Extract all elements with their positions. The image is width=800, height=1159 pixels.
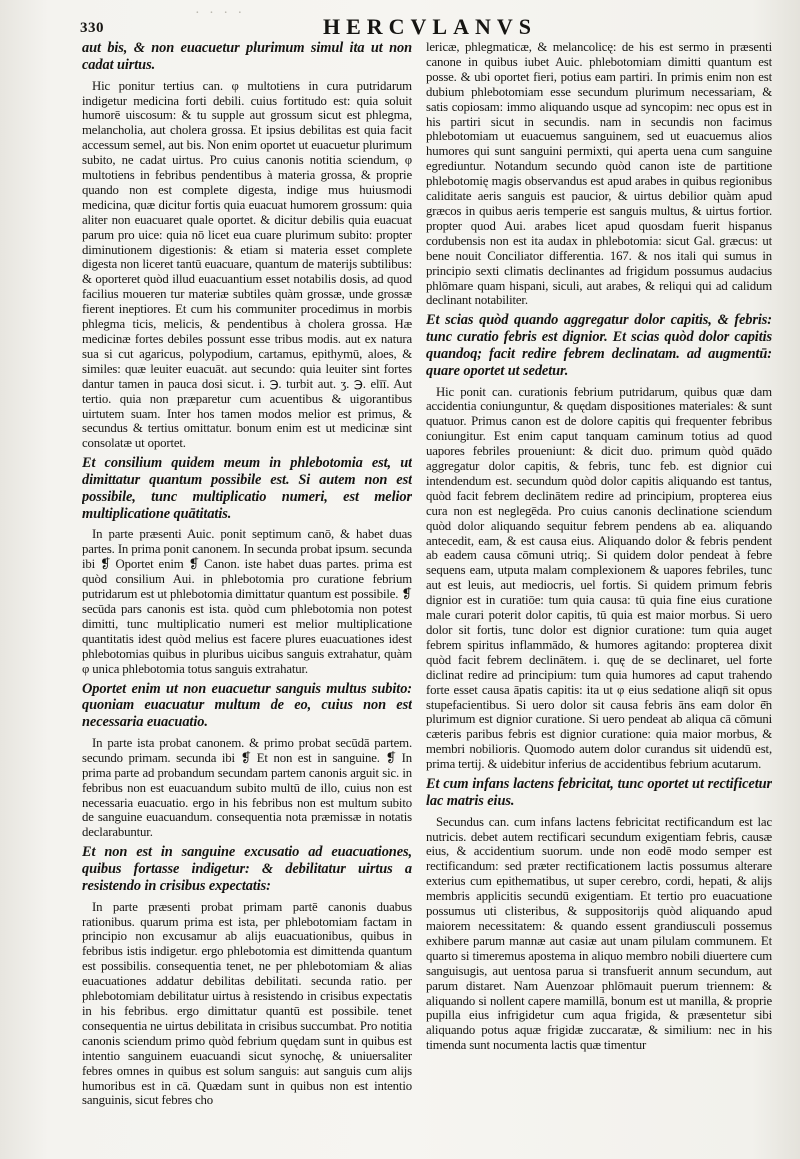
page-number: 330 bbox=[80, 20, 104, 36]
lemma: Oportet enim ut non euacuetur sanguis multus subito: quoniam euacuatur multum de eo, cuius non est necessaria euacuatio. bbox=[82, 680, 412, 731]
commentary-paragraph: Secundus can. cum infans lactens febricitat rectificandum est lac nutricis. debet autem rectificari secundum exigentiam febris, causæ eius, & accidentium suorum. unde non eodē modo semper est rectificandum: sed præter rectificationem lactis possumus alterare exterius cum epithematibus, ut super cerebro, cordi, hepati, & alijs membris applicitis secundū exigentiam. Et tertio pro euacuatione possumus uti clisteribus, & suppositorijs quòd aliquando apud maiorem necessitatem: & quando essent grandiusculi possemus exhibere parum mannæ aut casiæ aut unam pilulam communem. Et quarto si timeremus apostema in aliquo membro nobili diuertere cum sanguisugis, aut uentosa parua si transfuerit annum secundum, aut parum distaret. Nam Auenzoar phlōmauit puerum triennem: & aliquando si nollent capere mamillā, bonum est ut manilla, & proprie pupilla eius infrigidetur cum aqua frigida, & præsentetur sibi aliquando potus aquæ frigidæ zuccaratæ, & similium: nec in his timenda sunt nocumenta lactis quæ timentur bbox=[426, 814, 772, 1053]
right-column bbox=[426, 40, 772, 1150]
commentary-paragraph: lericæ, phlegmaticæ, & melancolicę: de his est sermo in præsenti canone in quibus iubet Auic. phlebotomiam dimitti quantum est posse. & ubi oportet fieri, potius eam partiri. In primis enim non est dubium phlebotomiam esse secundum plurimum necessariam, & satis copiosam: immo aliquando usque ad syncopim: nec opus est in his partiri sicut in secundis. nam in secundis non facimus phlebotomiam ut euacuemus sanguinem, sed ut euacuemus alios humores qui sunt sanguini permixti, qui aperta uena cum sanguine egrediuntur. Notandum secundo quòd canon iste de partitione phlebotomię magis observandus est apud arabes in quibus regionibus caliditate aeris sanguis est paucior, & uirtus debilior quàm apud græcos in quibus aeris temperie est sanguis multus, & uirtus fortior. propter quod Aui. arabes licet apud quosdam fuerit hispanus cordubensis non est ita audax in phlebotomia: sicut Gal. græcus: ut bene nouit Conciliator differentia. 167. & nos itali qui sumus in principio sexti climatis declinantes ad frigidum possumus audacius phlōmare quam hispani, siculi, aut arabes, & reliqui qui ad calidum declinant notabiliter. bbox=[426, 40, 772, 308]
commentary-paragraph: In parte ista probat canonem. & primo probat secūdā partem. secundo primam. secunda ibi ❡ Et non est in sanguine. ❡ In prima parte ad probandum secundam partem canonis arguit sic. in febribus non est euacuandum subito multū de illo, cuius non est necessaria euacuatio. ergo in his febribus non est multum subito de sanguine euacuandum. consequentia nota præmissæ in notatis declarabuntur. bbox=[82, 735, 412, 840]
lemma: aut bis, & non euacuetur plurimum simul ita ut non cadat uirtus. bbox=[82, 40, 412, 73]
commentary-paragraph: In parte præsenti Auic. ponit septimum canō, & habet duas partes. In prima ponit canonem. In secunda probat ipsum. secunda ibi ❡ Oportet enim ❡ Canon. iste habet duas partes. prima est quòd consilium Aui. in phlebotomia pro curatione febrium putridarum est ut phlebotomia dimittatur quantum est possibile. ❡ secūda pars canonis est ista. quòd cum phlebotomia non potest dimitti, tunc multiplicatio numeri est melior multiplicatione quantitatis idest quòd melius est facere plures euacuationes idest phlebotomias quibus in pluribus uicibus sanguis extrahatur, quàm φ unica phlebotomia totus sanguis extrahatur. bbox=[82, 527, 412, 676]
commentary-paragraph: Hic ponit can. curationis febrium putridarum, quibus quæ dam accidentia coniunguntur, & quędam dispositiones materiales: & sunt quatuor. Primus canon est de dolore capitis qui frequenter febribus coniungitur. Est enim caput tanquam caminum totius ad quod uapores febriles proueniunt: & dicit duo. primum quòd quādo aggregatur dolor capitis, & febris, tunc feb. est dignior cui intendendum est. secundum quòd dolor capitis aliquando est tantus, quòd facit febrem declinātem redire ad principium, propterea eius cura non est neglegēda. Pro cuius canonis declinatione sciendum quòd dolor aliquando sequitur febrem pendens ab ea. aliquando antecedit, eam, & est causa eius. Aliquando dolor & febris pendent ab eadem causa cōmuni utriq;. Si quidem dolor pendeat à febre sequens eam, utputa malam complexionem & uapores febriles, tunc aut est leuis, aut mediocris, uel fortis. Si quidem primum febris dignior est in curatiōe: tum quia causa: tū quia fine eius curatione male curari poterit dolor capitis, tū quia est maior morbus. Si uero dolor sit fortis, tunc dolor est dignior curatione: tum quia auget febrem spiritus inflammādo, & humores agitando: propterea dixit quòd facit febrem declinātem. i. quę de se declinaret, uel forte diclinat redire ad principium: tum quia humores ad caput trahendo forte esset causa āpatis capitis: ita ut φ eius sedatione aliqn̄ sit opus stupefacientibus. Si uero dolor sit causa febris āns eam dolor ē̄n plurimum est dignior curatione. Si uero pendeat ab aliqua cā cōmuni cæteris paribus febris est dignior curatione: quia maior morbus, & membri nobilioris. Quomodo autem dolor curandus sit uidendū est, prima tertij. & uidebitur inferius de accidentibus febrium acutarum. bbox=[426, 384, 772, 772]
commentary-paragraph: Hic ponitur tertius can. φ multotiens in cura putridarum indigetur medicina forti debili. cuius fortitudo est: quia soluit humorē uiscosum: & tu supple aut grossum sicut est phlegma, melancholia, aut cholera grossa. Et ipsius debilitas est quia facit accessum semel, aut bis. Non enim oportet ut euacuetur plurimum subito, ne cadat uirtus. Pro cuius canonis notitia sciendum, φ multotiens in febribus pendentibus à materia grossa, & proprie quando non est complete digesta, indige mus huiusmodi medicina, quæ dicitur fortis quia euacuat humorem grossum: quia aliter non euacuaret quale oportet. & dicitur debilis quia euacuat parum pro uice: quia nō licet eua cuare plurimum subito: propter diminutionem digestionis: & etiam si materia esset complete digesta non liceret tantū euacuare, quantum de materijs subtilibus: & oporteret quòd illud euacuantium esset notabilis dosis, ad quod facilius moueren tur materiæ subtiles quàm grossæ, unde grossæ fierent ineptiores. Et cum his communiter procedimus in morbis phlegma ticis, melicis, & pendentibus à cholera grossa. Hæ medicinæ fortes debiles possunt esse tribus modis. aut ex natura sua si cut agaricus, polypodium, cartamus, epithymū, aloes, & similes: quæ leuiter euacuāt. aut secundo: quia leuiter sint fortes dantur tamen in pauca dosi sicut. i. ℈. turbit aut. ʒ. ℈. elīī. Aut tertio. quia non præparetur cum acuentibus & uigorantibus uirtutem suam. Inter hos tamen modos melior est primus, & secundus & tertius omittatur. bonum enim est ut medicinæ sint consolatæ ut oportet. bbox=[82, 78, 412, 451]
commentary-paragraph: In parte præsenti probat primam partē canonis duabus rationibus. quarum prima est ista, per phlebotomiam factam in principio non excusamur ab alijs euacuationibus, quibus in febribus istis indigetur. ergo phlebotomia est dimittenda quantum est possibilis. consequentia tenet, ne per phlebotomiam & alias euacuationes addatur debilitas debilitati. secunda ratio. per phlebotomiam debilitatur uirtus à resistendo in crisibus expectatis in his febribus. ergo dimittatur quantū est possibile. tenet consequentia ne uirtus debilitata in crisibus succumbat. Pro notitia canonis sciendum primo quòd febrium quędam sunt in quibus est intentio sanguinem euacuandi sicut synochę, & uniuersaliter febres omnes in quibus est solum sanguis: aut sanguis cum alijs humoribus est in cā. Quædam sunt in quibus non est intentio sanguinis, sicut febres cho bbox=[82, 899, 412, 1108]
running-head: HERCVLANVS bbox=[322, 14, 538, 39]
lemma: Et scias quòd quando aggregatur dolor capitis, & febris: tunc curatio febris est dignior. Et scias quòd dolor capitis quandoq; facit redire febrem declinatam. ad augmentū: quare oportet ut sedetur. bbox=[426, 312, 772, 379]
lemma: Et cum infans lactens febricitat, tunc oportet ut rectificetur lac matris eius. bbox=[426, 776, 772, 809]
lemma: Et non est in sanguine excusatio ad euacuationes, quibus fortasse indigetur: & debilitatur uirtus a resistendo in crisibus expectatis: bbox=[82, 844, 412, 894]
left-column bbox=[82, 40, 412, 1150]
lemma: Et consilium quidem meum in phlebotomia est, ut dimittatur quantum possibile est. Si autem non est possibile, tunc multiplicatio numeri, est melior multiplicatione quātitatis. bbox=[82, 455, 412, 522]
show-through-text: · · · · bbox=[195, 6, 246, 21]
